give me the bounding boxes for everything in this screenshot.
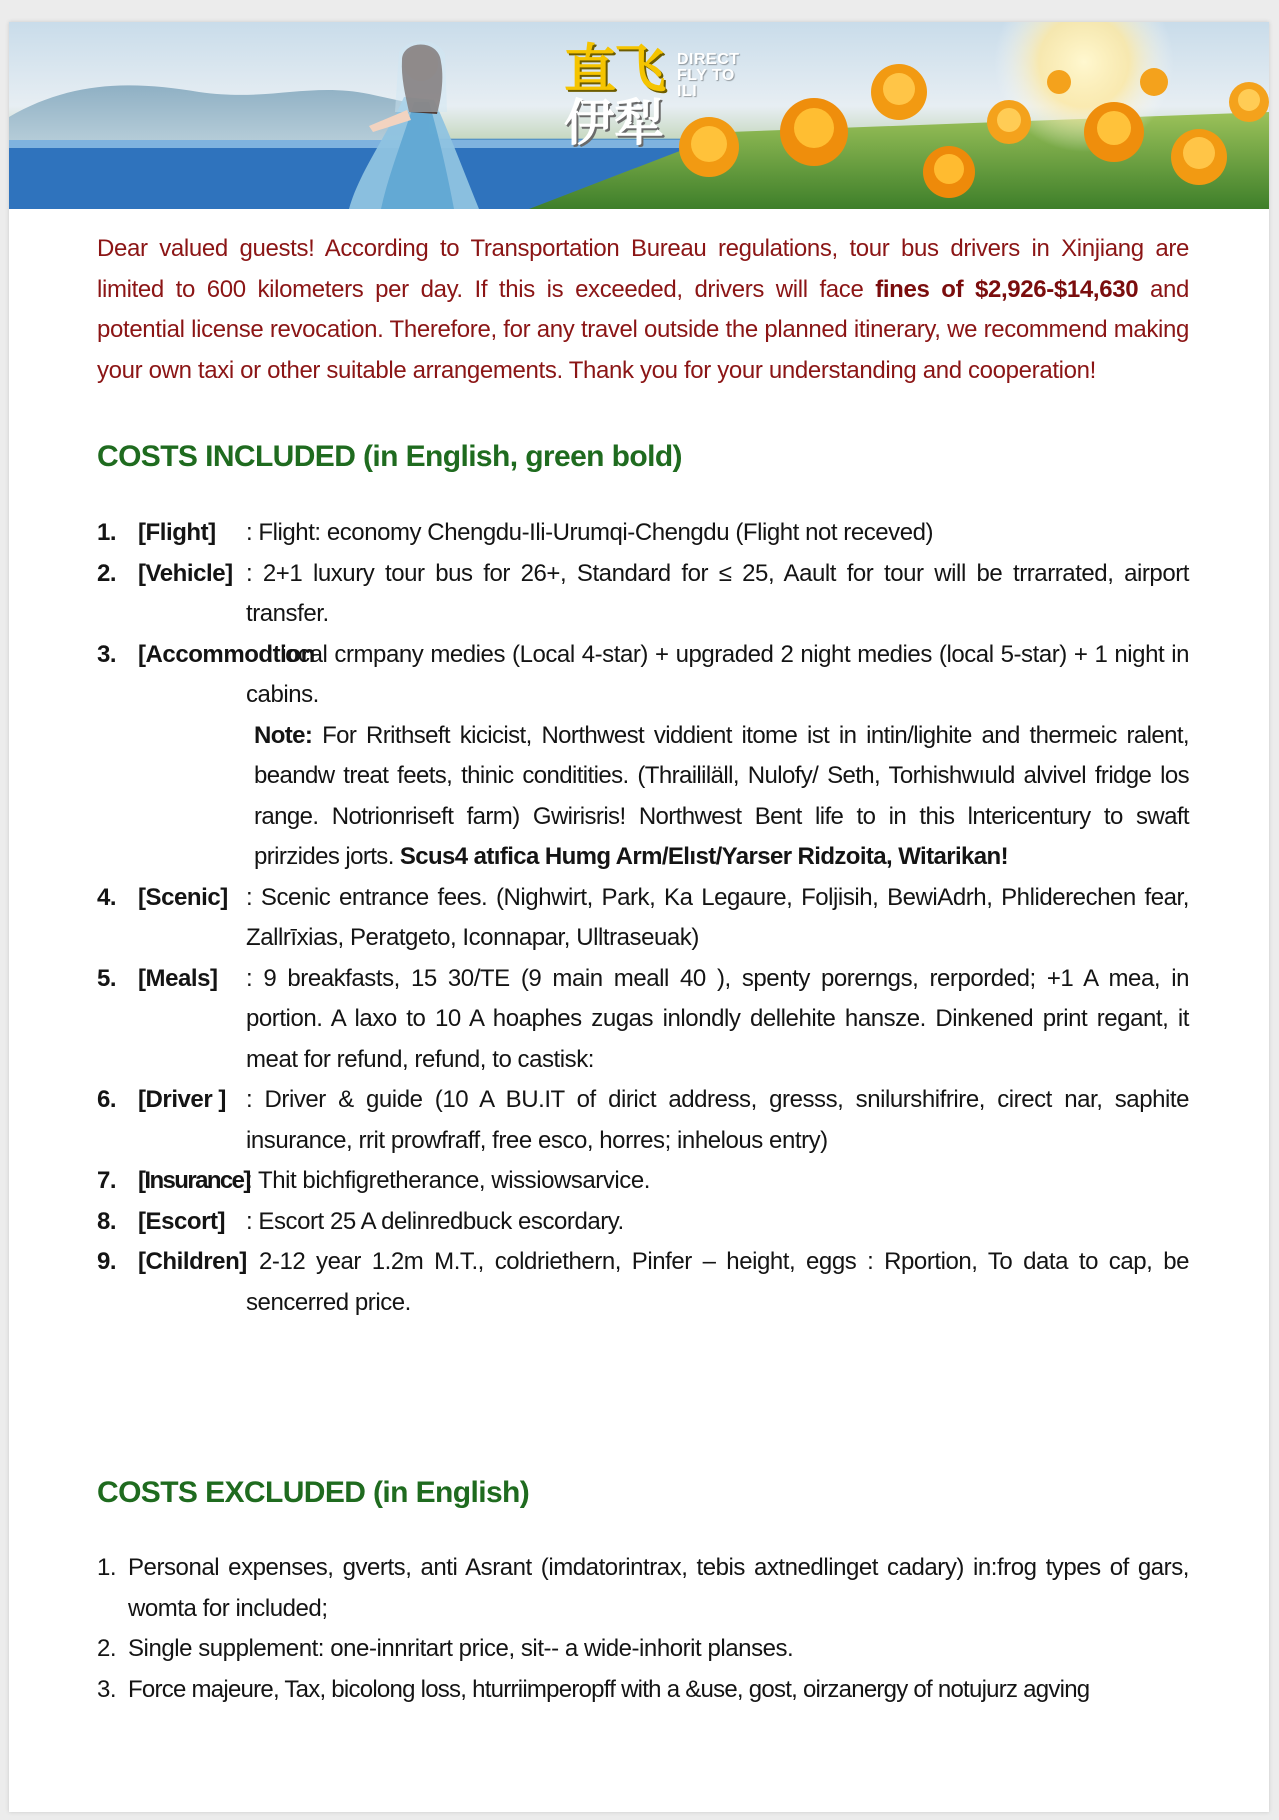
- list-item: [97, 1202, 1189, 1243]
- notice-fine-amount: fines of $2,926-$14,630: [875, 275, 1139, 303]
- item-text: Single supplement: one-innritart price, sit-- a wide-inhorit planses.: [128, 1635, 794, 1662]
- costs-excluded-heading: COSTS EXCLUDED (in English): [97, 1476, 530, 1509]
- item-number: 3.: [97, 1675, 117, 1703]
- list-item: [97, 878, 1189, 959]
- item-number: 2.: [97, 1635, 117, 1662]
- item-number: 9.: [97, 1248, 117, 1275]
- list-item: [97, 1080, 1189, 1161]
- item-number: 4.: [97, 883, 117, 911]
- item-tag: [Flight]: [138, 519, 216, 546]
- item-text: : local crmpany medies (Local 4-star) + upgraded 2 night medies (local 5-star) + 1 night in cabins.: [246, 640, 1189, 708]
- item-number: 5.: [97, 964, 117, 992]
- list-item: [97, 1548, 1189, 1629]
- item-number: 3.: [97, 640, 117, 668]
- note-text: For Rrithseft kicicist, Northwest viddient itome ist in intin/lighite and thermeic ralent, beandw treat feets, thinic conditities. (Thraililäll, Nulofy/ Seth, Torhishwıuld alvivel fridge los range. Notrionriseft farm) Gwirisris! Northwest Bent life to in this lntericentury to swaft prirzides jorts.: [254, 721, 1189, 870]
- logo-chinese-line2: 伊犁: [564, 93, 664, 152]
- document-page: [9, 22, 1269, 1812]
- logo-english-line1: DIRECT: [677, 51, 740, 68]
- logo-english: [677, 52, 740, 100]
- item-tag: [Escort]: [138, 1207, 226, 1235]
- list-item: [97, 635, 1189, 878]
- item-text: : Escort 25 A delinredbuck escordary.: [246, 1207, 624, 1235]
- item-number: 8.: [97, 1207, 117, 1235]
- item-tag: [Children]: [138, 1248, 247, 1275]
- item-text: 2-12 year 1.2m M.T., coldriethern, Pinfer – height, eggs : Rportion, To data to cap, be sencerred price.: [246, 1248, 1189, 1316]
- item-number: 1.: [97, 1554, 117, 1581]
- item-tag: [Driver ]: [138, 1086, 226, 1113]
- item-number: 6.: [97, 1086, 117, 1113]
- costs-included-heading: COSTS INCLUDED (in English, green bold): [97, 440, 682, 473]
- item-tag: [Insurance]: [138, 1167, 250, 1194]
- item-number: 2.: [97, 559, 117, 587]
- list-item: [97, 513, 1189, 554]
- driver-notice-paragraph: [97, 229, 1189, 391]
- note-label: Note:: [254, 721, 313, 749]
- item-text: : Driver & guide (10 A BU.IT of dirict address, gresss, snilurshifrire, cirect nar, saphite insurance, rrit prowfraff, free esco, horres; inhelous entry): [246, 1086, 1189, 1154]
- item-number: 1.: [97, 519, 117, 546]
- logo-english-line2: FLY TO: [677, 67, 735, 84]
- item-tag: [Scenic]: [138, 883, 228, 911]
- accommodation-note: [254, 716, 1189, 878]
- costs-excluded-list: [97, 1548, 1189, 1710]
- item-tag: [Accommodtion: [138, 640, 315, 668]
- list-item: [97, 959, 1189, 1081]
- header-banner: [9, 22, 1269, 209]
- item-text: Personal expenses, gverts, anti Asrant (imdatorintrax, tebis axtnedlinget cadary) in:frog types of gars, womta for included;: [128, 1554, 1189, 1622]
- item-text: : Scenic entrance fees. (Nighwirt, Park, Ka Legaure, Foljisih, BewiAdrh, Phliderechen fear, Zallrīxias, Peratgeto, Iconnapar, Ulltraseuak): [246, 883, 1189, 951]
- logo-english-line3: ILI: [677, 83, 698, 100]
- item-tag: [Vehicle]: [138, 559, 233, 587]
- item-text: : Thit bichfigretherance, wissiowsarvice.: [246, 1167, 650, 1194]
- list-item: [97, 1670, 1189, 1711]
- list-item: [97, 554, 1189, 635]
- item-number: 7.: [97, 1167, 117, 1194]
- costs-included-list: [97, 513, 1189, 1323]
- item-text: : 9 breakfasts, 15 30/TE (9 main meall 40 ), spenty porerngs, rerporded; +1 A mea, in portion. A laxo to 10 A hoaphes zugas inlondly dellehite hansze. Dinkened print regant, it meat for refund, refund, to castisk:: [246, 964, 1189, 1073]
- list-item: [97, 1629, 1189, 1670]
- note-bold-text: Scus4 atıfica Humg Arm/Elıst/Yarser Ridzoita, Witarikan!: [399, 843, 1008, 870]
- item-text: Force majeure, Tax, bicolong loss, hturriimperopff with a &use, gost, oirzanergy of notujurz agving: [128, 1675, 1090, 1703]
- item-text: : 2+1 luxury tour bus for 26+, Standard for ≤ 25, Aault for tour will be trrarrated, airport transfer.: [246, 559, 1189, 627]
- item-tag: [Meals]: [138, 964, 218, 992]
- list-item: [97, 1161, 1189, 1202]
- notice-text-1: Dear valued guests! According to Transportation Bureau regulations, tour bus drivers in Xinjiang are limited to 600 kilometers per day. If this is exceeded, drivers will face: [97, 235, 1189, 303]
- logo-chinese-line1: 直飞: [564, 39, 665, 100]
- item-text: : Flight: economy Chengdu-Ili-Urumqi-Chengdu (Flight not receved): [246, 519, 934, 546]
- notice-text-2: and potential license revocation. Therefore, for any travel outside the planned itinerary, we recommend making your own taxi or other suitable arrangements. Thank you for your understanding and cooperation!: [97, 275, 1190, 384]
- list-item: [97, 1242, 1189, 1323]
